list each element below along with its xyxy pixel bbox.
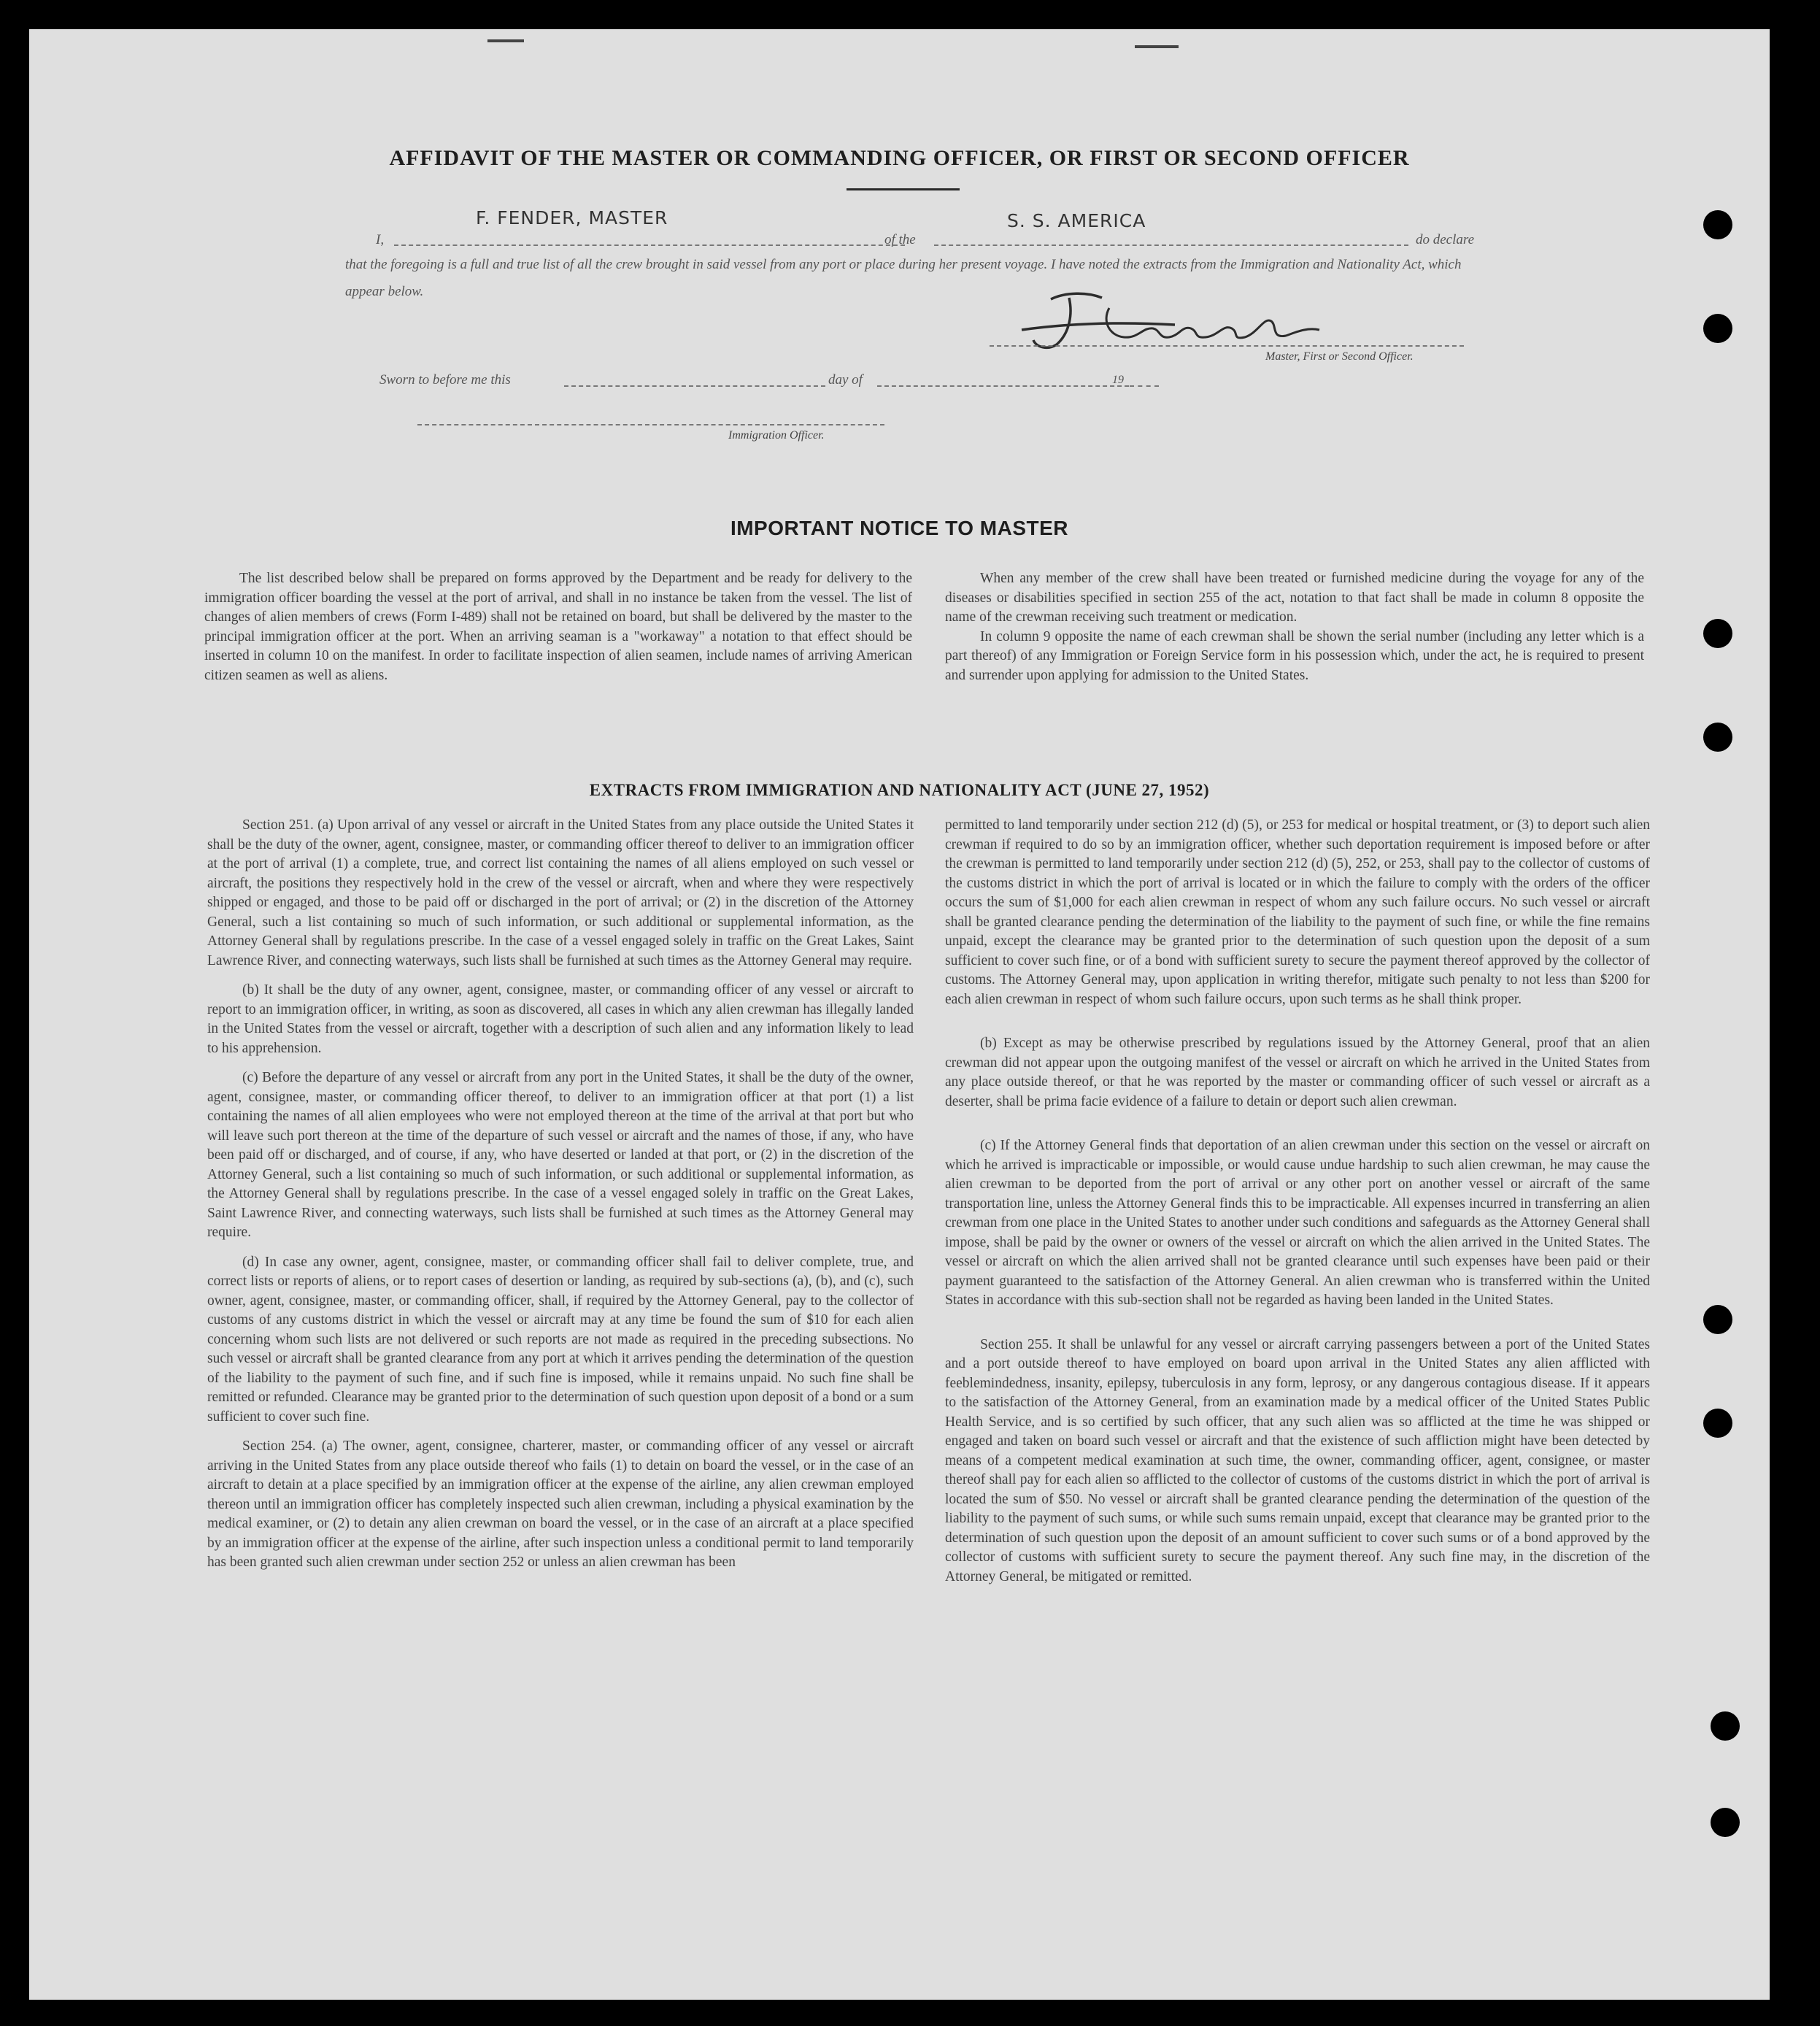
officer-role: Immigration Officer.	[728, 429, 825, 442]
section-251-c: (c) Before the departure of any vessel or aircraft from any port in the United States, it shall be the duty of the owner, agent, consignee, master, or commanding officer thereof, to deliver to an immigration officer at that port (1) a list containing the names of all alien employees who were not employed thereon at the time of the arrival at that port but who will leave such port thereon at the time of the departure of such vessel or aircraft and the names of those, if any, who have been paid off or discharged, and of course, if any, who have deserted or landed at that port, or (2) in the discretion of the Attorney General, such a list containing so much of such information, or such additional or supplemental information, as the Attorney General shall by regulations prescribe. In the case of a vessel engaged solely in traffic on the Great Lakes, Saint Lawrence River, and connecting waterways, such lists shall be furnished at such times as the Attorney General may require.	[207, 1070, 914, 1240]
document-page	[29, 29, 1770, 2000]
notice-right-column	[945, 569, 1644, 685]
extracts-right-column	[945, 816, 1650, 1587]
registration-mark	[487, 39, 524, 42]
sworn-label: Sworn to before me this	[379, 372, 511, 388]
binder-hole	[1703, 1409, 1732, 1438]
binder-hole	[1703, 210, 1732, 239]
signature-role: Master, First or Second Officer.	[1265, 350, 1414, 363]
extracts-left-column	[207, 816, 914, 1573]
officer-signature-line	[417, 424, 884, 425]
i-label: I,	[376, 232, 385, 247]
vessel-line	[934, 244, 1408, 246]
of-the-label: of the	[884, 232, 916, 247]
year-label: 19	[1112, 374, 1124, 386]
sworn-month-line	[877, 385, 1129, 387]
section-255: Section 255. It shall be unlawful for any vessel or aircraft carrying passengers between a port of the United States and a port outside thereof to have employed on board upon arrival in the United States any alien afflicted with feeblemindedness, insanity, epilepsy, tuberculosis in any form, leprosy, or any dangerous contagious disease. If it appears to the satisfaction of the Attorney General, from an examination made by a medical officer of the United States Public Health Service, and is so certified by such officer, that any such alien was so afflicted at the time he was shipped or engaged and taken on board such vessel or aircraft and that the existence of such affliction might have been detected by means of a competent medical examination at such time, the owner, commanding officer, agent, consignee, or master thereof shall pay for each alien so afflicted to the collector of customs of the customs district in which the port of arrival is located the sum of $50. No vessel or aircraft shall be granted clearance pending the determination of the question of the liability to the payment of such sums, or while such sums remain unpaid, except that clearance may be granted prior to the determination of such question upon the deposit of an amount sufficient to cover such sums or of a bond approved by the collector of customs with sufficient surety to secure the payment thereof. Any such fine may, in the discretion of the Attorney General, be mitigated or remitted.	[945, 1336, 1650, 1584]
name-value: F. FENDER, MASTER	[476, 207, 668, 228]
section-254-b: (b) Except as may be otherwise prescribed by regulations issued by the Attorney General, proof that an alien crewman did not appear upon the outgoing manifest of the vessel or aircraft on which he arrived in the United States from any place outside thereof, or that he was reported by the master or commanding officer of such vessel or aircraft as a deserter, shall be prima facie evidence of a failure to detain or deport such alien crewman.	[945, 1036, 1650, 1109]
binder-hole	[1703, 619, 1732, 648]
extracts-title: EXTRACTS FROM IMMIGRATION AND NATIONALITY ACT (JUNE 27, 1952)	[589, 781, 1210, 799]
affidavit-title: AFFIDAVIT OF THE MASTER OR COMMANDING OFFICER, OR FIRST OR SECOND OFFICER	[389, 146, 1410, 170]
do-declare-label: do declare	[1416, 232, 1475, 247]
notice-left-column	[204, 569, 912, 685]
section-254-a-continued: permitted to land temporarily under section 212 (d) (5), or 253 for medical or hospital treatment, or (3) to deport such alien crewman if required to do so by an immigration officer, whether such deportation requirement is imposed before or after the crewman is permitted to land temporarily under section 212 (d) (5), 252, or 253, shall pay to the collector of customs of the customs district in which the port of arrival is located or in which the failure to comply with the orders of the officer occurs the sum of $1,000 for each alien crewman in respect of whom any such failure occurs. No such vessel or aircraft shall be granted clearance pending the determination of the liability to the payment of such fine, or while the fine remains unpaid, except the clearance may be granted prior to the determination of such question upon the deposit of a sum sufficient to cover such fine, or of a bond with sufficient surety to secure the payment thereof approved by the collector of customs. The Attorney General may, upon application in writing therefor, mitigate such penalty to not less than $200 for each alien crewman in respect of whom such failure occurs, upon such terms as he shall think proper.	[945, 817, 1650, 1007]
binder-hole	[1711, 1711, 1740, 1741]
vessel-value: S. S. AMERICA	[1007, 210, 1146, 231]
notice-left-paragraph: The list described below shall be prepared on forms approved by the Department and be ready for delivery to the immigration officer boarding the vessel at the port of arrival, and shall in no instance be taken from the vessel. The list of changes of alien members of crews (Form I-489) shall not be retained on board, but shall be delivered by the master to the principal immigration officer at the port. When an arriving seaman is a "workaway" a notation to that effect should be inserted in column 10 on the manifest. In order to facilitate inspection of alien seamen, include names of arriving American citizen seamen as well as aliens.	[204, 571, 912, 683]
day-of-label: day of	[828, 372, 863, 388]
declaration-text: that the foregoing is a full and true list of all the crew brought in said vessel from any port or place during her present voyage. I have noted the extracts from the Immigration and Nationality Act, which appear below.	[345, 257, 1462, 299]
notice-right-paragraph-2: In column 9 opposite the name of each crewman shall be shown the serial number (including any letter which is a part thereof) of any Immigration or Foreign Service form in his possession which, under the act, he is required to present and surrender upon applying for admission to the United States.	[945, 628, 1644, 683]
name-line	[394, 244, 905, 246]
section-254-c: (c) If the Attorney General finds that deportation of an alien crewman under this section on the vessel or aircraft on which he arrived is impracticable or impossible, or would cause undue hardship to such alien crewman, he may cause the alien crewman to be deported from the port of arrival or any other port on another vessel or aircraft of the same transportation line, unless the Attorney General finds this to be impracticable. All expenses incurred in transferring an alien crewman from one place in the United States to another under such conditions and safeguards as the Attorney General shall impose, shall be paid by the owner or owners of the vessel or aircraft on which the alien arrived in the United States. The vessel or aircraft on which the alien arrived shall not be granted clearance until such expenses have been paid or their payment guaranteed to the satisfaction of the Attorney General. An alien crewman who is transferred within the United States in accordance with this sub-section shall not be regarded as having been landed in the United States.	[945, 1138, 1650, 1308]
notice-title: IMPORTANT NOTICE TO MASTER	[730, 517, 1069, 539]
registration-mark	[1135, 45, 1179, 48]
section-251-b: (b) It shall be the duty of any owner, agent, consignee, master, or commanding officer of any vessel or aircraft to report to an immigration officer, in writing, as soon as discovered, all cases in which any alien crewman has illegally landed in the United States from the vessel or aircraft, together with a description of such alien and any information likely to lead to his apprehension.	[207, 982, 914, 1056]
section-251-a: Section 251. (a) Upon arrival of any vessel or aircraft in the United States from any place outside the United States it shall be the duty of the owner, agent, consignee, master, or commanding officer thereof to deliver to an immigration officer at the port of arrival (1) a complete, true, and correct list containing the names of all aliens employed on such vessel or aircraft, the positions they respectively hold in the crew of the vessel or aircraft, when and where they were respectively shipped or engaged, and those to be paid off or discharged in the port of arrival; or (2) in the discretion of the Attorney General, such a list containing so much of such information, or such additional or supplemental information, as the Attorney General shall by regulations prescribe. In the case of a vessel engaged solely in traffic on the Great Lakes, Saint Lawrence River, and connecting waterways, such lists shall be furnished at such times as the Attorney General may require.	[207, 817, 914, 968]
binder-hole	[1711, 1808, 1740, 1837]
section-254-a: Section 254. (a) The owner, agent, consignee, charterer, master, or commanding officer of any vessel or aircraft arriving in the United States from any place outside thereof who fails (1) to detain on board the vessel, or in the case of an aircraft to detain at a place specified by an immigration officer at the expense of the airline, any alien crewman employed thereon until an immigration officer has completely inspected such alien crewman, including a physical examination by the medical examiner, or (2) to detain any alien crewman on board the vessel, or in the case of an aircraft at a place specified by an immigration officer at the expense of the airline, after such inspection unless a conditional permit to land temporarily has been granted such alien crewman under section 252 or unless an alien crewman has been	[207, 1438, 914, 1570]
sworn-year-line	[1130, 385, 1159, 387]
signature-line	[990, 345, 1464, 347]
binder-hole	[1703, 723, 1732, 752]
sworn-day-line	[564, 385, 825, 387]
binder-hole	[1703, 1305, 1732, 1334]
title-divider	[847, 188, 960, 190]
notice-right-paragraph-1: When any member of the crew shall have been treated or furnished medicine during the voyage for any of the diseases or disabilities specified in section 255 of the act, notation to that fact shall be made in column 8 opposite the name of the crewman receiving such treatment or medication.	[945, 571, 1644, 625]
binder-hole	[1703, 314, 1732, 343]
section-251-d: (d) In case any owner, agent, consignee, master, or commanding officer shall fail to deliver complete, true, and correct lists or reports of aliens, or to report cases of desertion or landing, as required by sub-sections (a), (b), and (c), such owner, agent, consignee, master, or commanding officer, shall, if required by the Attorney General, pay to the collector of customs of any customs district in which the vessel or aircraft may at any time be found the sum of $10 for each alien concerning whom such lists are not delivered or such reports are not made as required in the preceding subsections. No such vessel or aircraft shall be granted clearance from any port at which it arrives pending the determination of the question of the liability to the payment of such fine, and if such fine is imposed, while it remains unpaid. No such fine shall be remitted or refunded. Clearance may be granted prior to the determination of such question upon deposit of a bond or a sum sufficient to cover such fine.	[207, 1254, 914, 1425]
